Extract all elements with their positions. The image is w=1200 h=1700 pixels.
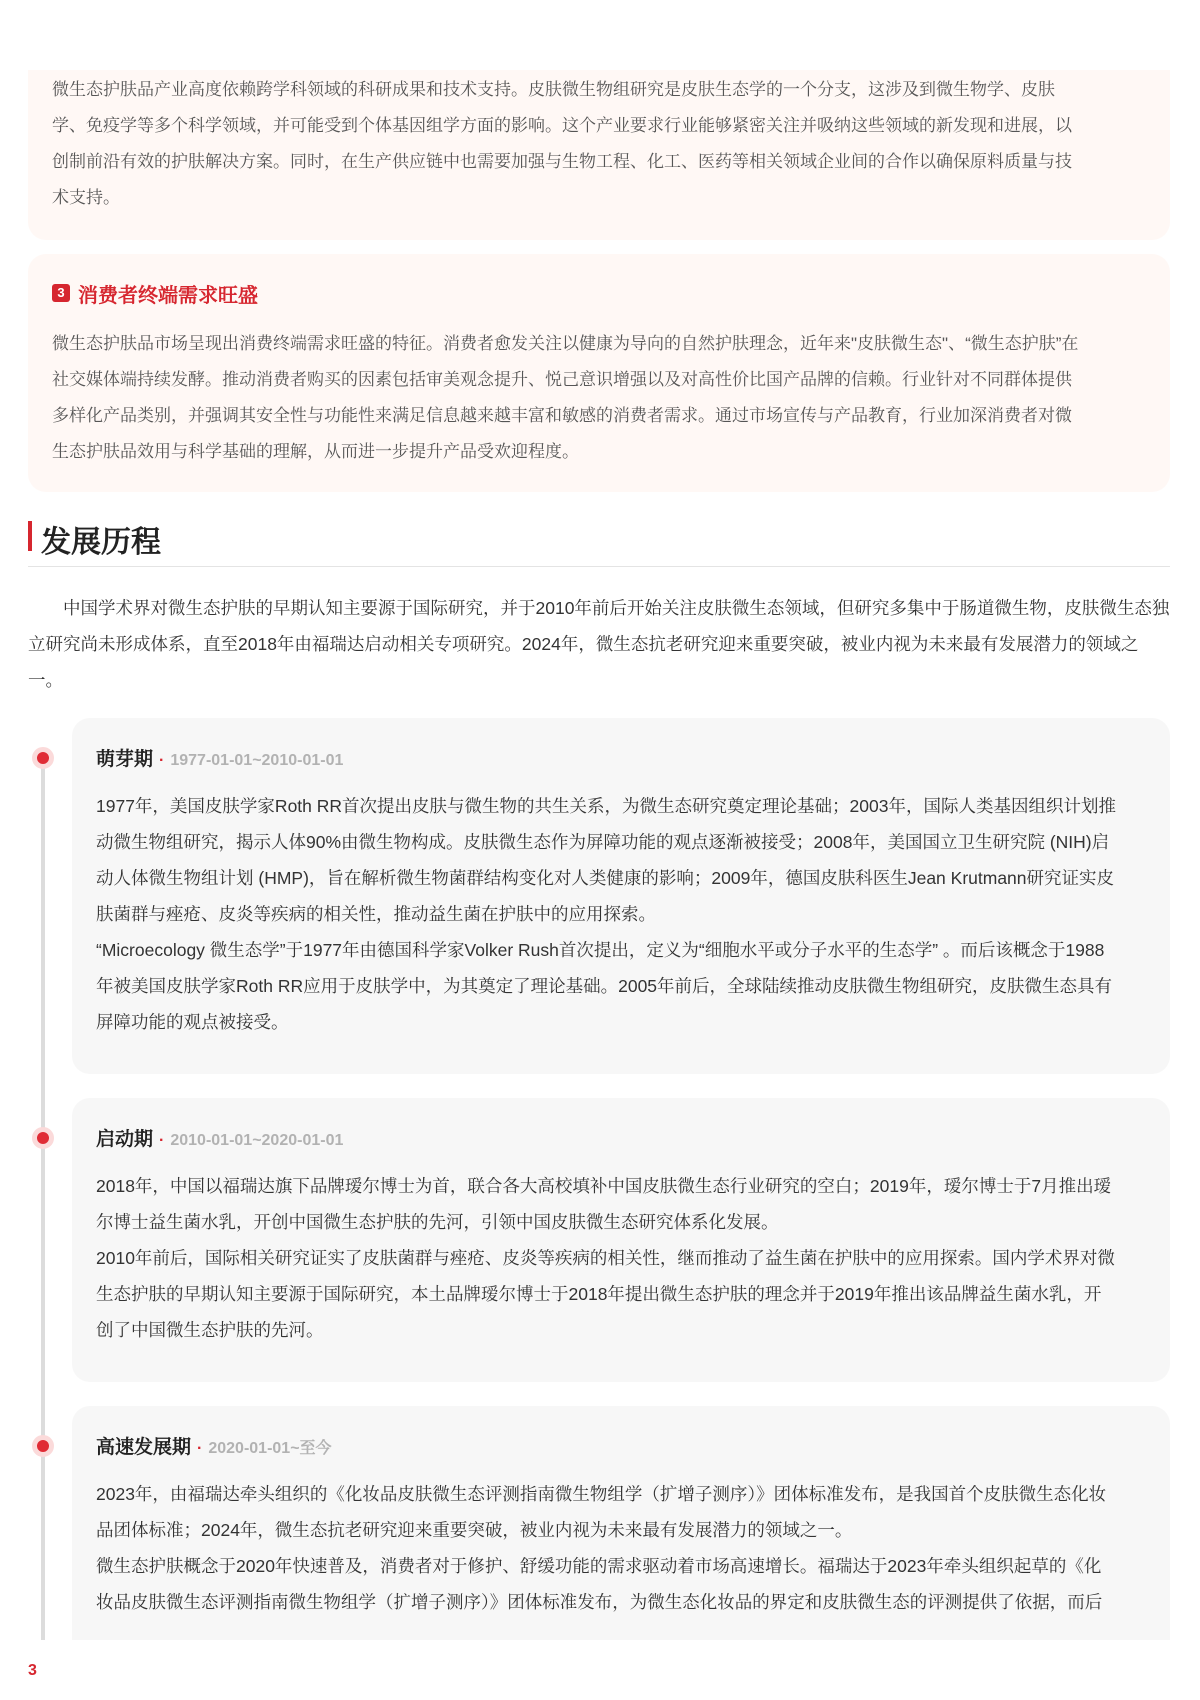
- stage-separator: ·: [159, 752, 165, 769]
- stage-separator: ·: [197, 1440, 203, 1457]
- section-title: 发展历程: [41, 526, 161, 559]
- stage-text-line: “Microecology 微生态学”于1977年由德国科学家Volker Rush首次提出，定义为“细胞水平或分子水平的生态学” 。而后该概念于1988: [96, 940, 1105, 960]
- card-paragraph-line: 微生态护肤品产业高度依赖跨学科领域的科研成果和技术支持。皮肤微生物组研究是皮肤生态学的一个分支，这涉及到微生物学、皮肤: [52, 80, 1055, 99]
- stage-text-line: 生态护肤的早期认知主要源于国际研究，本土品牌瑷尔博士于2018年提出微生态护肤的理念并于2019年推出该品牌益生菌水乳，开: [96, 1284, 1102, 1304]
- stage-text-line: 2023年，由福瑞达牵头组织的《化妆品皮肤微生态评测指南微生物组学（扩增子测序）》团体标准发布，是我国首个皮肤微生态化妆: [96, 1484, 1107, 1504]
- card-paragraph-line: 微生态护肤品市场呈现出消费终端需求旺盛的特征。消费者愈发关注以健康为导向的自然护肤理念，近年来"皮肤微生态"、“微生态护肤”在: [52, 334, 1079, 353]
- stage-text-line: 妆品皮肤微生态评测指南微生物组学（扩增子测序）》团体标准发布，为微生态化妆品的界定和皮肤微生态的评测提供了依据，而后: [96, 1592, 1103, 1612]
- stage-name: 高速发展期: [96, 1437, 192, 1458]
- stage-text-line: 2010年前后，国际相关研究证实了皮肤菌群与痤疮、皮炎等疾病的相关性，继而推动了益生菌在护肤中的应用探索。国内学术界对微: [96, 1248, 1115, 1268]
- card-title-text: 消费者终端需求旺盛: [78, 284, 258, 307]
- stage-date: 2010-01-01~2020-01-01: [170, 1132, 344, 1149]
- stage-date: 1977-01-01~2010-01-01: [170, 752, 344, 769]
- card-paragraph-line: 生态护肤品效用与科学基础的理解，从而进一步提升产品受欢迎程度。: [52, 442, 579, 461]
- section-accent-bar: [28, 521, 32, 551]
- stage-header: [96, 1432, 1146, 1462]
- card-paragraph-line: 多样化产品类别，并强调其安全性与功能性来满足信息越来越丰富和敏感的消费者需求。通过市场宣传与产品教育，行业加深消费者对微: [52, 406, 1072, 425]
- timeline-stage-card: [72, 718, 1170, 1074]
- card-paragraph-line: 创制前沿有效的护肤解决方案。同时，在生产供应链中也需要加强与生物工程、化工、医药等相关领域企业间的合作以确保原料质量与技: [52, 152, 1072, 171]
- stage-date: 2020-01-01~至今: [208, 1440, 332, 1457]
- timeline-line: [41, 752, 45, 1652]
- timeline-dot: [32, 1127, 54, 1149]
- stage-text-line: 2018年，中国以福瑞达旗下品牌瑷尔博士为首，联合各大高校填补中国皮肤微生态行业研究的空白；2019年，瑷尔博士于7月推出瑷: [96, 1176, 1112, 1196]
- stage-name: 萌芽期: [96, 749, 154, 770]
- stage-text-line: 微生态护肤概念于2020年快速普及，消费者对于修护、舒缓功能的需求驱动着市场高速增长。福瑞达于2023年牵头组织起草的《化: [96, 1556, 1102, 1576]
- page-number: 3: [28, 1662, 37, 1679]
- stage-text-line: 动微生物组研究，揭示人体90%由微生物构成。皮肤微生态作为屏障功能的观点逐渐被接受；2008年，美国国立卫生研究院 (NIH)启: [96, 832, 1110, 852]
- stage-text-line: 创了中国微生态护肤的先河。: [96, 1320, 324, 1340]
- timeline-stage-card: [72, 1098, 1170, 1382]
- card-title: [52, 278, 1146, 308]
- market-driver-card-3: [28, 254, 1170, 492]
- stage-text-line: 尔博士益生菌水乳，开创中国微生态护肤的先河，引领中国皮肤微生态研究体系化发展。: [96, 1212, 779, 1232]
- timeline-dot: [32, 747, 54, 769]
- stage-name: 启动期: [96, 1129, 154, 1150]
- stage-header: [96, 744, 1146, 774]
- card-paragraph-line: 术支持。: [52, 188, 120, 207]
- card-paragraph-line: 社交媒体端持续发酵。推动消费者购买的因素包括审美观念提升、悦己意识增强以及对高性价比国产品牌的信赖。行业针对不同群体提供: [52, 370, 1072, 389]
- card-paragraph-line: 学、免疫学等多个科学领域，并可能受到个体基因组学方面的影响。这个产业要求行业能够紧密关注并吸纳这些领域的新发现和进展，以: [52, 116, 1072, 135]
- stage-header: [96, 1124, 1146, 1154]
- section-header: [28, 512, 1170, 567]
- stage-text-line: 屏障功能的观点被接受。: [96, 1012, 289, 1032]
- number-badge: 3: [52, 284, 70, 302]
- page-footer-area: [0, 1640, 1200, 1700]
- stage-separator: ·: [159, 1132, 165, 1149]
- market-driver-card-2: [28, 70, 1170, 240]
- stage-text-line: 年被美国皮肤学家Roth RR应用于皮肤学中，为其奠定了理论基础。2005年前后，全球陆续推动皮肤微生物组研究，皮肤微生态具有: [96, 976, 1113, 996]
- stage-text-line: 1977年，美国皮肤学家Roth RR首次提出皮肤与微生物的共生关系，为微生态研究奠定理论基础；2003年，国际人类基因组织计划推: [96, 796, 1116, 816]
- stage-text-line: 动人体微生物组计划 (HMP)，旨在解析微生物菌群结构变化对人类健康的影响；2009年，德国皮肤科医生Jean Krutmann研究证实皮: [96, 868, 1115, 888]
- timeline-dot: [32, 1435, 54, 1457]
- stage-text-line: 品团体标准；2024年，微生态抗老研究迎来重要突破，被业内视为未来最有发展潜力的领域之一。: [96, 1520, 853, 1540]
- stage-text-line: 肤菌群与痤疮、皮炎等疾病的相关性，推动益生菌在护肤中的应用探索。: [96, 904, 656, 924]
- section-intro: 中国学术界对微生态护肤的早期认知主要源于国际研究，并于2010年前后开始关注皮肤微生态领域，但研究多集中于肠道微生物，皮肤微生态独立研究尚未形成体系，直至2018年由福瑞达启动相关专项研究。2024年，微生态抗老研究迎来重要突破，被业内视为未来最有发展潜力的领域之一。: [28, 598, 1170, 690]
